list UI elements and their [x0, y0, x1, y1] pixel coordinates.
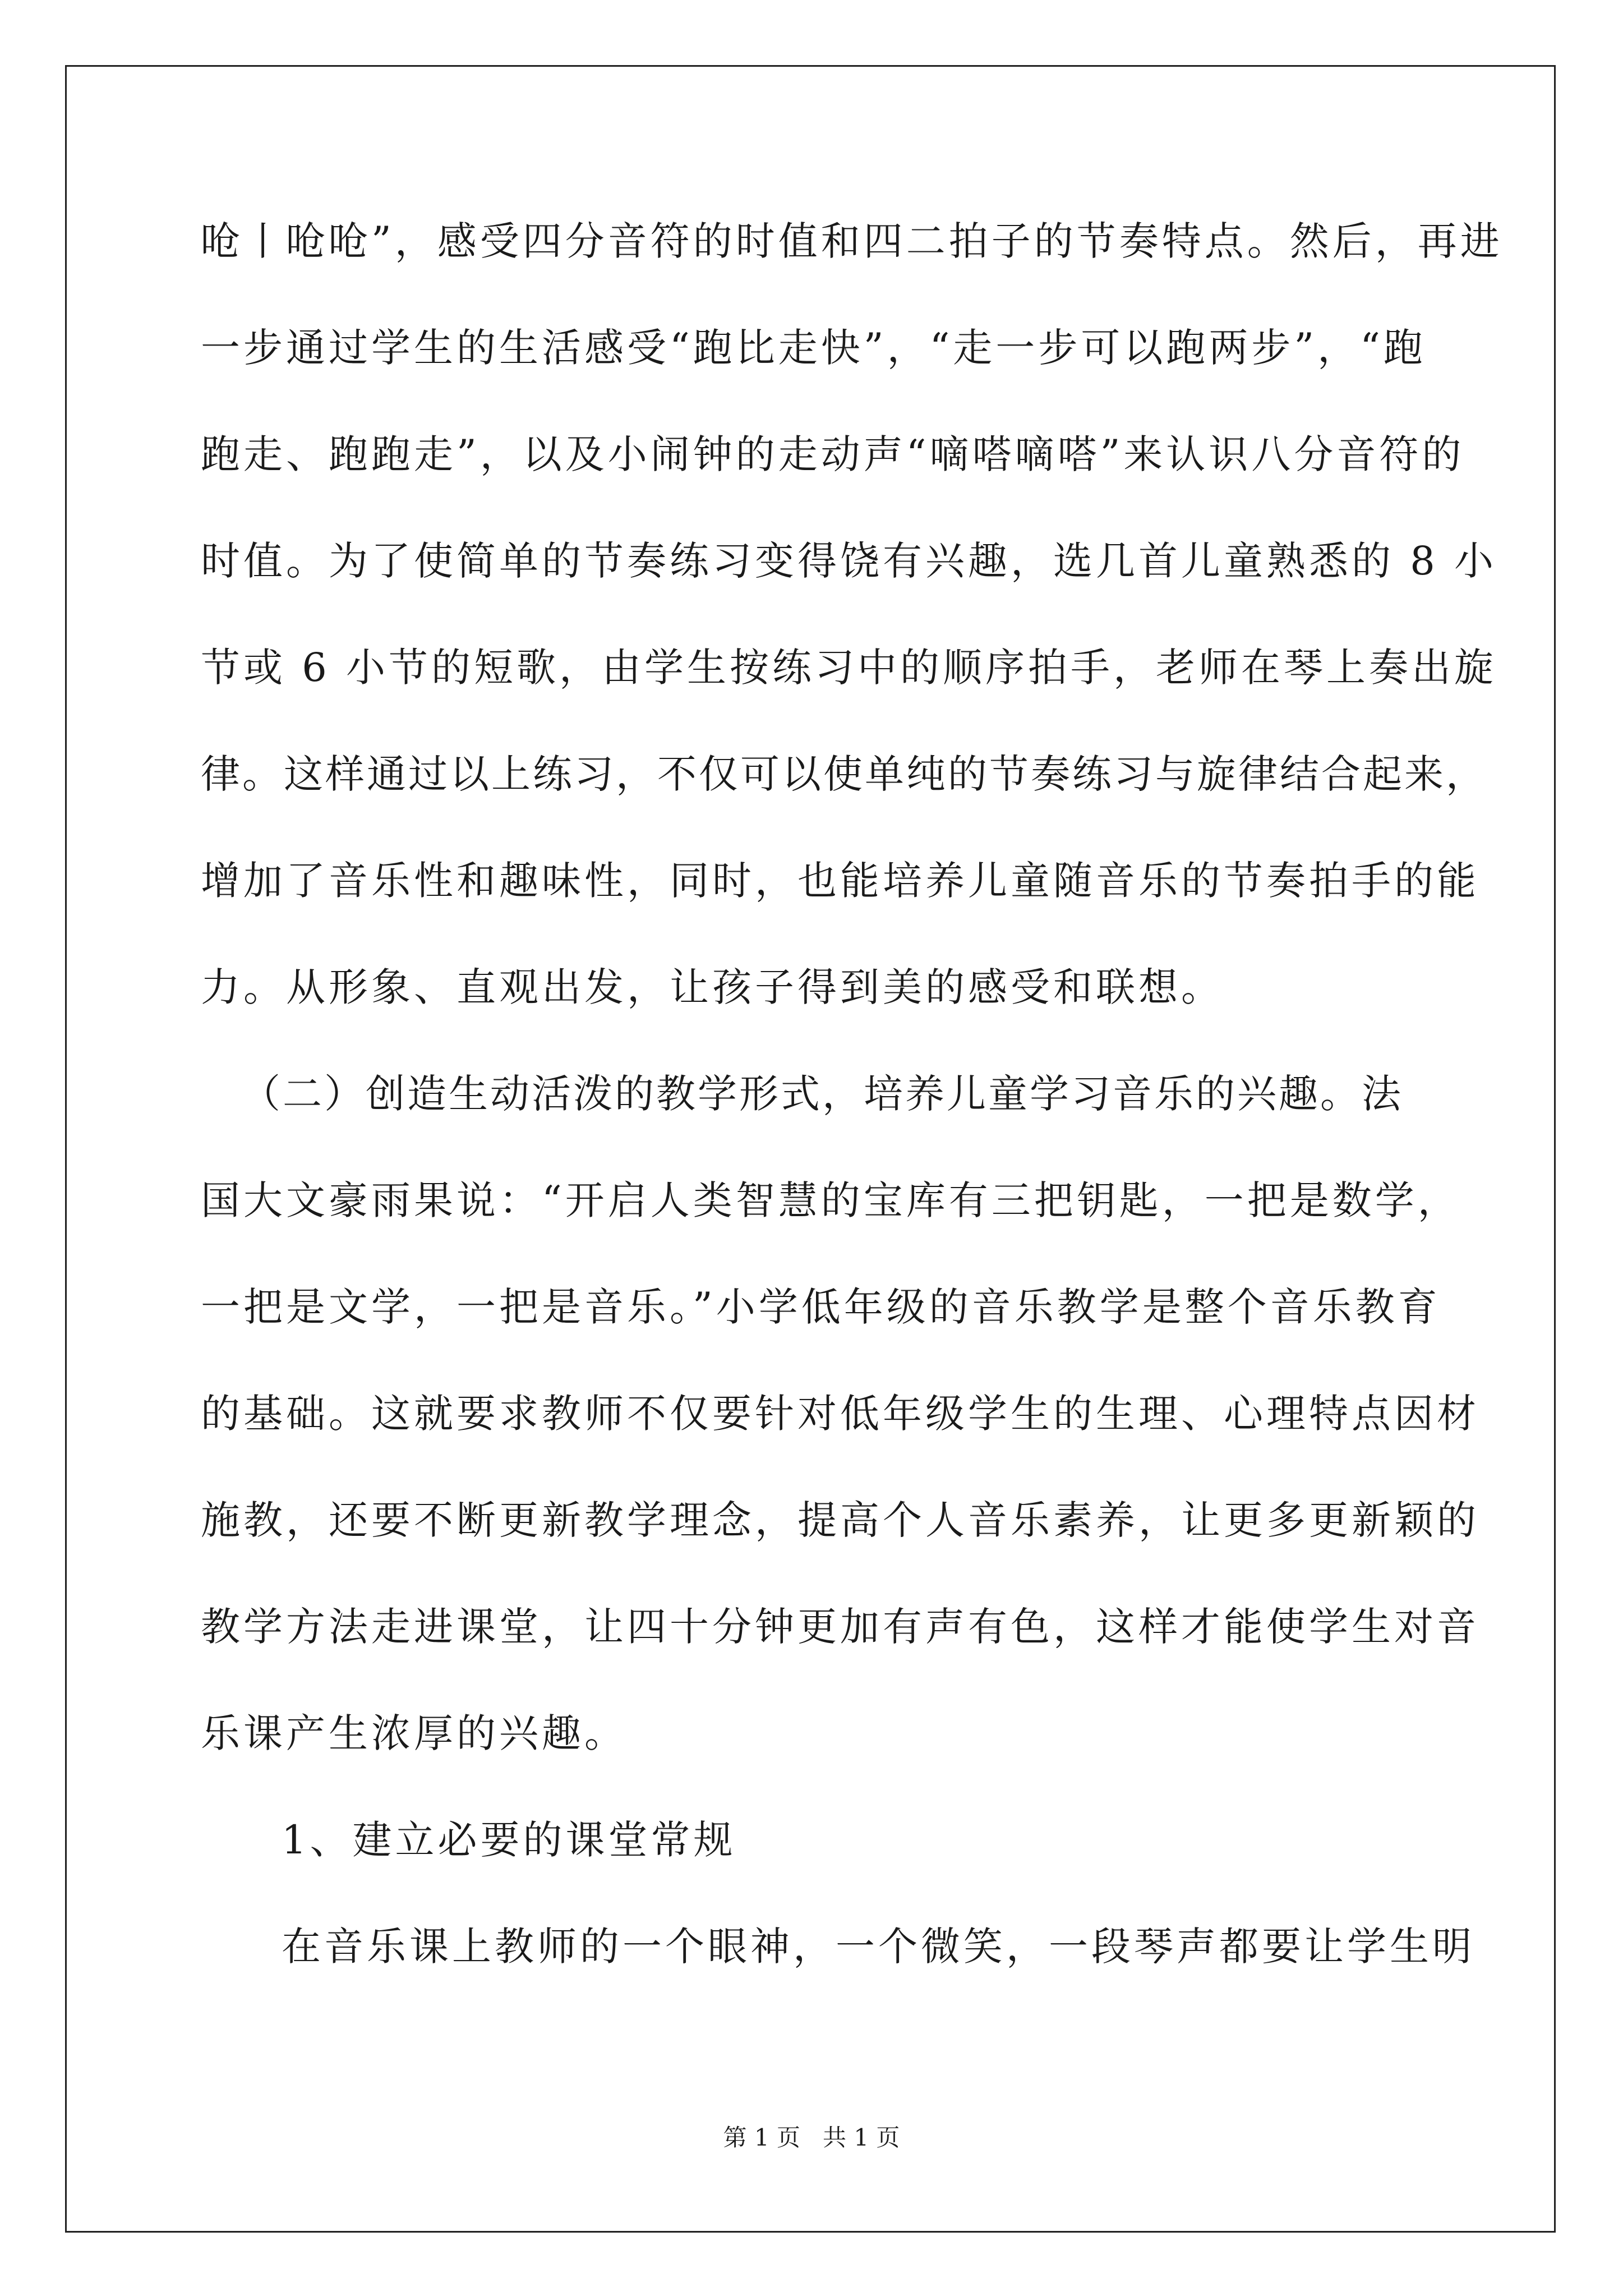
text-line: 国大文豪雨果说：“开启人类智慧的宝库有三把钥匙，一把是数学，: [201, 1177, 1460, 1223]
text-line: 呛丨呛呛”，感受四分音符的时值和四二拍子的节奏特点。然后，再进: [201, 218, 1503, 264]
text-line: 节或 6 小节的短歌，由学生按练习中的顺序拍手，老师在琴上奏出旋: [201, 645, 1497, 691]
text-line: 教学方法走进课堂，让四十分钟更加有声有色，这样才能使学生对音: [201, 1604, 1479, 1650]
page-number-total: 共 1 页: [823, 2124, 900, 2151]
text-line: 时值。为了使简单的节奏练习变得饶有兴趣，选几首儿童熟悉的 8 小: [201, 538, 1497, 584]
text-line: 乐课产生浓厚的兴趣。: [201, 1710, 627, 1756]
section-heading: 1、建立必要的课堂常规: [282, 1817, 736, 1863]
text-line: 一步通过学生的生活感受“跑比走快”，“走一步可以跑两步”，“跑: [201, 325, 1426, 371]
text-line: 力。从形象、直观出发，让孩子得到美的感受和联想。: [201, 964, 1224, 1010]
page-number-current: 第 1 页: [723, 2124, 800, 2151]
text-line: 在音乐课上教师的一个眼神，一个微笑，一段琴声都要让学生明: [282, 1924, 1475, 1970]
text-line: 增加了音乐性和趣味性，同时，也能培养儿童随音乐的节奏拍手的能: [201, 858, 1479, 904]
text-line: 的基础。这就要求教师不仅要针对低年级学生的生理、心理特点因材: [201, 1391, 1479, 1437]
text-line: 施教，还要不断更新教学理念，提高个人音乐素养，让更多更新颖的: [201, 1497, 1479, 1543]
text-line: 跑走、跑跑走”，以及小闹钟的走动声“嘀嗒嘀嗒”来认识八分音符的: [201, 431, 1465, 477]
text-line: 律。这样通过以上练习，不仅可以使单纯的节奏练习与旋律结合起来，: [201, 751, 1487, 797]
page-footer: [0, 2124, 1623, 2152]
text-line: 一把是文学，一把是音乐。”小学低年级的音乐教学是整个音乐教育: [201, 1284, 1441, 1330]
page-border: [65, 65, 1556, 2233]
paragraph-heading: （二）创造生动活泼的教学形式，培养儿童学习音乐的兴趣。法: [241, 1071, 1403, 1117]
